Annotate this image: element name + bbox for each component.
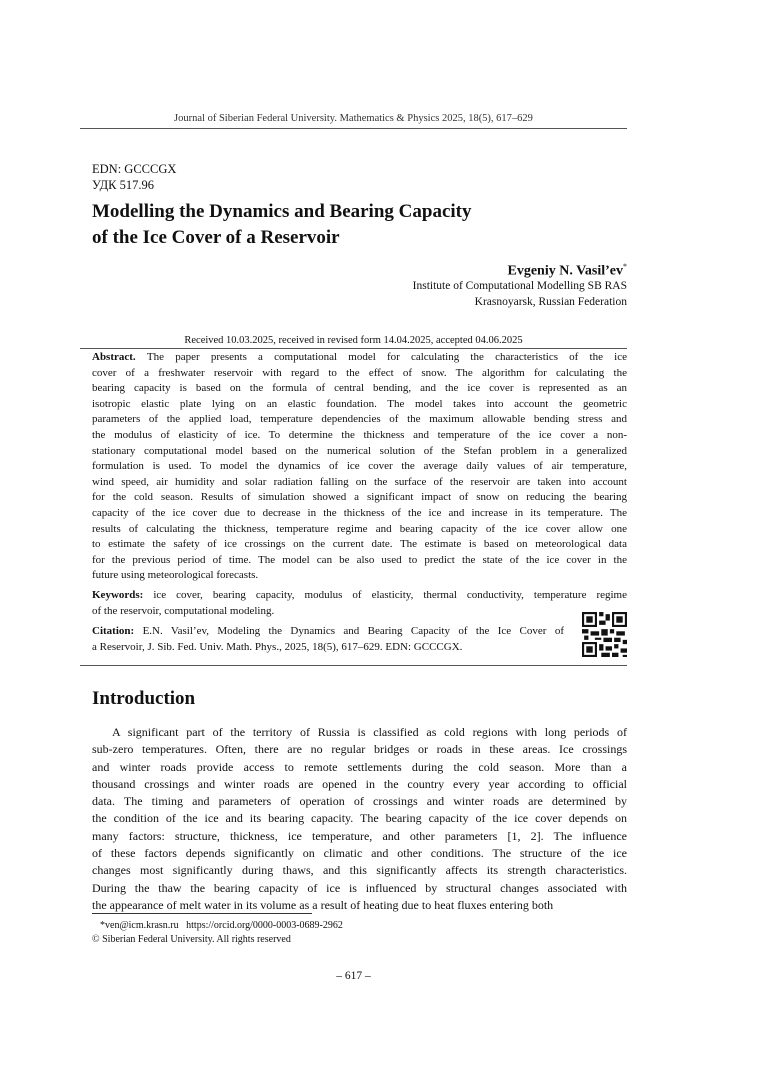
- line-text: E.N. Vasil’ev, Modeling the Dynamics and Bearing Capacity of the Ice Cover of: [142, 625, 564, 637]
- line-text: for the cold season. Results of simulation showed a significant impact of snow on reducing the bearing: [92, 491, 627, 504]
- line-text: parameters of the applied load, temperature dependencies of the maximum allowable bending stress and: [92, 413, 627, 426]
- text-line: [92, 412, 627, 428]
- section-heading-introduction: Introduction: [92, 688, 196, 709]
- text-line: [92, 350, 627, 366]
- line-text: A significant part of the territory of Russia is classified as cold regions with long periods of: [112, 725, 627, 739]
- author-email[interactable]: *ven@icm.krasn.ru: [100, 920, 179, 931]
- line-text: to estimate the safety of ice crossings on the current date. The estimate is based on meteorological data: [92, 538, 627, 551]
- line-text: the appearance of melt water in its volume as a result of heating due to heat fluxes entering both: [92, 897, 554, 912]
- orcid-link[interactable]: https://orcid.org/0000-0003-0689-2962: [186, 920, 343, 931]
- text-line: [92, 475, 627, 491]
- text-line: [92, 506, 627, 522]
- abstract-bottom-rule: [80, 665, 627, 666]
- line-text: capacity of the ice cover due to decrease in the thickness of the ice and increase in its temperature. The: [92, 506, 627, 519]
- text-line: [92, 397, 627, 413]
- text-line: [92, 828, 627, 845]
- title-line: of the Ice Cover of a Reservoir: [92, 227, 340, 248]
- line-text: isotropic elastic plate lying on an elastic foundation. The model takes into account the geometric: [92, 397, 627, 410]
- footnote-rule: [92, 913, 312, 914]
- line-text: future using meteorological forecasts.: [92, 569, 259, 582]
- text-line: [92, 810, 627, 827]
- citation: [92, 624, 564, 655]
- text-line: [92, 604, 627, 620]
- text-line: [92, 381, 627, 397]
- line-text: During the thaw the bearing capacity of ice is influenced by structural changes associated with: [92, 880, 627, 895]
- text-line: [92, 366, 627, 382]
- udk: УДК 517.96: [92, 178, 154, 192]
- footnote-contact: [100, 920, 343, 931]
- paper-title: [92, 199, 471, 251]
- line-text: the condition of the ice and its bearing capacity. The bearing capacity of the ice cover depends on: [92, 811, 627, 826]
- text-line: [92, 724, 627, 741]
- line-text: of the reservoir, computational modeling.: [92, 604, 275, 617]
- line-text: the modulus of elasticity of ice. To determine the thickness and temperature of the ice cover a non-: [92, 428, 627, 441]
- text-line: [92, 553, 627, 569]
- line-text: formulation is used. To model the dynamics of ice cover the average daily values of air temperature,: [92, 460, 627, 473]
- text-line: [92, 459, 627, 475]
- text-line: [92, 588, 627, 604]
- text-line: [92, 880, 627, 897]
- text-line: [92, 640, 564, 656]
- line-text: data. The timing and parameters of operation of crossings and winter roads are determined by: [92, 794, 627, 809]
- author: [507, 262, 627, 280]
- abstract: [92, 350, 627, 584]
- text-line: [92, 759, 627, 776]
- author-footnote-mark: *: [623, 262, 627, 271]
- citation-label: Citation:: [92, 625, 143, 637]
- introduction-paragraph: [92, 724, 627, 914]
- text-line: [92, 490, 627, 506]
- line-text: a Reservoir, J. Sib. Fed. Univ. Math. Phys., 2025, 18(5), 617–629. EDN: GCCCGX.: [92, 640, 463, 653]
- text-line: [92, 444, 627, 460]
- line-text: wind speed, air humidity and solar radiation falling on the surface of the reservoir are taken into account: [92, 475, 627, 488]
- text-line: [92, 862, 627, 879]
- qr-code: [582, 612, 627, 657]
- abstract-label: Abstract.: [92, 351, 147, 363]
- text-line: [92, 793, 627, 810]
- line-text: thousand crossings and winter roads are opened in the country every year according to official: [92, 776, 627, 791]
- line-text: bearing capacity is based on the formula of central bending, and the ice cover is represented as an: [92, 382, 627, 395]
- line-text: ice cover, bearing capacity, modulus of elasticity, thermal conductivity, temperature regime: [153, 589, 627, 601]
- line-text: changes most significantly during thaws, and this significantly affects its strength characteristics.: [92, 863, 627, 878]
- header-rule: [80, 128, 627, 129]
- copyright-notice: © Siberian Federal University. All rights reserved: [92, 934, 291, 945]
- line-text: for the previous period of time. The model can be also used to predict the state of the ice cover in the: [92, 553, 627, 566]
- received-dates: Received 10.03.2025, received in revised form 14.04.2025, accepted 04.06.2025: [184, 335, 523, 346]
- location: Krasnoyarsk, Russian Federation: [474, 296, 627, 308]
- line-text: sub-zero temperatures. Often, there are no regular bridges or roads in these areas. Ice crossings: [92, 742, 627, 757]
- text-line: [92, 522, 627, 538]
- affiliation: Institute of Computational Modelling SB RAS: [412, 280, 627, 292]
- line-text: many factors: structure, thickness, ice temperature, and other parameters [1, 2]. The influence: [92, 828, 627, 843]
- keywords-label: Keywords:: [92, 589, 154, 601]
- text-line: [92, 897, 627, 914]
- title-line: Modelling the Dynamics and Bearing Capacity: [92, 201, 472, 222]
- author-name: Evgeniy N. Vasil’ev: [507, 263, 623, 279]
- text-line: [92, 428, 627, 444]
- running-header: Journal of Siberian Federal University. Mathematics & Physics 2025, 18(5), 617–629: [174, 113, 533, 124]
- text-line: [92, 741, 627, 758]
- text-line: [92, 776, 627, 793]
- page-number: – 617 –: [336, 970, 371, 982]
- line-text: of these factors depends significantly on climatic and other conditions. The structure of the ice: [92, 846, 627, 861]
- text-line: [92, 624, 564, 640]
- line-text: The paper presents a computational model for calculating the characteristics of the ice: [146, 351, 627, 363]
- line-text: and winter roads provide access to remote settlements during the cold season. More than a: [92, 759, 627, 774]
- abstract-top-rule: [80, 348, 627, 349]
- line-text: stationary computational model based on the numerical solution of the Stefan problem in a generalized: [92, 444, 627, 457]
- line-text: cover of a freshwater reservoir with regard to the effect of snow. The algorithm for calculating the: [92, 366, 627, 379]
- text-line: [92, 537, 627, 553]
- keywords: [92, 588, 627, 619]
- text-line: [92, 568, 627, 584]
- text-line: [92, 845, 627, 862]
- line-text: results of calculating the thickness, temperature regime and bearing capacity of the ice cover allow one: [92, 522, 627, 535]
- edn: EDN: GCCCGX: [92, 162, 177, 176]
